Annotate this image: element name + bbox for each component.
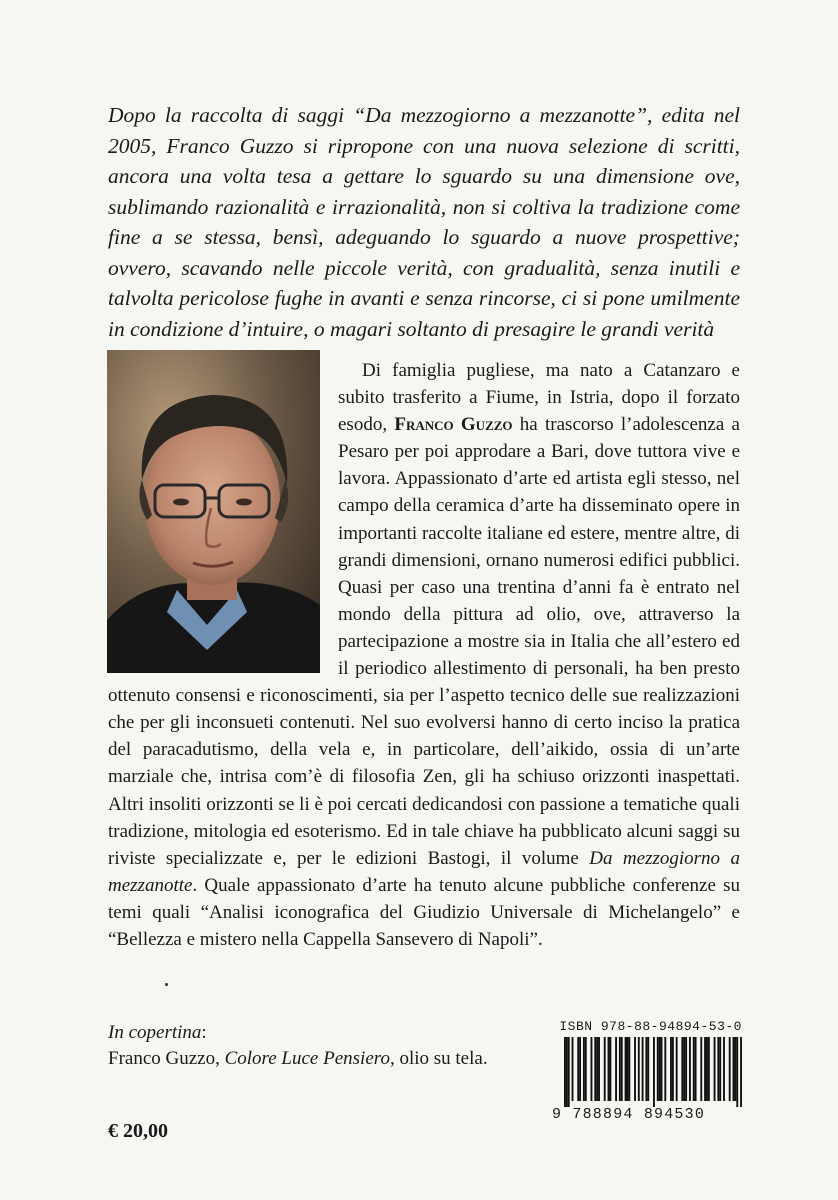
bio-text-part1: Di famiglia pugliese, ma nato a Catanzaro e subito trasferito a Fiume, in Istria, dopo il forzato esodo, (338, 360, 740, 436)
barcode-bar (676, 1037, 678, 1101)
barcode-bar (591, 1037, 593, 1101)
cover-credit-label-line: In copertina: (108, 1022, 207, 1043)
barcode-bar (579, 1037, 581, 1101)
barcode-bar (723, 1037, 725, 1101)
barcode-bar (608, 1037, 610, 1101)
barcode-bar (717, 1037, 719, 1101)
barcode-bar (626, 1037, 628, 1101)
barcode-bar (693, 1037, 695, 1101)
isbn-barcode-block (552, 1019, 742, 1125)
barcode-bar (706, 1037, 708, 1101)
bio-text-part3: . Quale appassionato d’arte ha tenuto alcune pubbliche conferenze su temi quali “Analisi iconografica del Giudizio Universale di Michelangelo” e “Bellezza e mistero nella Cappella Sansevero di Napoli”. (108, 874, 740, 950)
barcode-bar (566, 1037, 568, 1107)
barcode-bar (695, 1037, 697, 1101)
barcode-bar (704, 1037, 706, 1101)
intro-blurb: Dopo la raccolta di saggi “Da mezzogiorno a mezzanotte”, edita nel 2005, Franco Guzzo si ripropone con una nuova selezione di scritti, ancora una volta tesa a gettare lo sguardo su una dimensione ove, sublimando razionalità e irrazionalità, non si coltiva la tradizione come fine a se stessa, bensì, adeguando lo sguardo a nuove prospettive; ovvero, scavando nelle piccole verità, con gradualità, senza inutili e talvolta pericolose fughe in avanti e senza rincorse, ci si pone umilmente in condizione d’intuire, o magari soltanto di presagire le grandi verità (108, 103, 740, 341)
cover-credit (108, 1020, 548, 1072)
barcode-bar (645, 1037, 647, 1101)
painting-title: Colore Luce Pensiero (224, 1048, 390, 1069)
barcode-bar (647, 1037, 649, 1101)
cover-credit-label: In copertina (108, 1022, 202, 1043)
cover-credit-details: Franco Guzzo, Colore Luce Pensiero, olio su tela. (108, 1048, 488, 1069)
barcode-bar (729, 1037, 731, 1101)
barcode-bar (577, 1037, 579, 1101)
barcode-bar (659, 1037, 661, 1101)
barcode-bar (719, 1037, 721, 1101)
barcode-bar (700, 1037, 702, 1101)
barcode-bar (661, 1037, 663, 1101)
barcode-bar (583, 1037, 585, 1101)
barcode-bar (609, 1037, 611, 1101)
barcode-bar (664, 1037, 666, 1101)
barcode-bar (596, 1037, 598, 1101)
barcode-bar (681, 1037, 683, 1101)
author-biography (108, 357, 740, 953)
barcode-bar (594, 1037, 596, 1101)
barcode-bar (638, 1037, 640, 1101)
barcode-bar (634, 1037, 636, 1101)
barcode-bar (628, 1037, 630, 1101)
barcode-bar (714, 1037, 716, 1101)
photo-spacer (108, 357, 338, 681)
barcode-bar (615, 1037, 617, 1101)
barcode-bar (568, 1037, 570, 1107)
barcode-bar (653, 1037, 655, 1107)
barcode-bar (604, 1037, 606, 1101)
book-title: Da mezzogiorno a mezzanotte (108, 847, 740, 896)
price-label: € 20,00 (108, 1120, 168, 1142)
ean-digits: 9 788894 894530 (552, 1106, 706, 1123)
barcode-bar (740, 1037, 742, 1107)
barcode-bar (642, 1037, 644, 1101)
barcode-bar (708, 1037, 710, 1101)
author-name: Franco Guzzo (394, 414, 513, 436)
printed-dot (165, 983, 168, 986)
bio-text-part2: ha trascorso l’adolescenza a Pesaro per poi approdare a Bari, dove tuttora vive e lavora. Appassionato d’arte ed artista egli stesso, nel campo della ceramica d’arte ha disseminato opere in importanti raccolte italiane ed estere, mentre altre, di grandi dimensioni, ornano numerosi edifici pubblici. Quasi per caso una trentina d’anni fa è entrato nel mondo della pittura ad olio, ove, attraverso la partecipazione a mostre sia in Italia che all’estero ed il periodico allestimento di personali, ha ben presto ottenuto consensi e riconoscimenti, sia per l’aspetto tecnico delle sue realizzazioni che per gli inconsueti contenuti. Nel suo evolversi hanno di certo inciso la pratica del paracadutismo, della vela e, in particolare, dell’aikido, ossia di un’arte marziale che, intrisa com’è di filosofia Zen, gli ha schiuso orizzonti inaspettati. Altri insoliti orizzonti se li è poi cercati dedicandosi con passione a tematiche quali tradizione, mitologia ed esoterismo. Ed in tale chiave ha pubblicato alcuni saggi su riviste specializzate e, per le edizioni Bastogi, il volume (108, 414, 740, 869)
barcode-bar (572, 1037, 574, 1101)
barcode-bar (672, 1037, 674, 1101)
barcode-bar (585, 1037, 587, 1101)
barcode-bar (564, 1037, 566, 1107)
barcode-bar (734, 1037, 736, 1101)
barcode-bar (683, 1037, 685, 1101)
barcode-bar (736, 1037, 738, 1107)
barcode-icon (564, 1037, 742, 1107)
barcode-bar (689, 1037, 691, 1101)
barcode-bar (685, 1037, 687, 1101)
barcode-bar (657, 1037, 659, 1101)
barcode-bar (621, 1037, 623, 1101)
barcode-bar (733, 1037, 735, 1101)
isbn-label: ISBN 978-88-94894-53-0 (559, 1019, 742, 1034)
barcode-bar (625, 1037, 627, 1101)
barcode-bar (598, 1037, 600, 1101)
barcode-bar (619, 1037, 621, 1101)
barcode-bar (670, 1037, 672, 1101)
